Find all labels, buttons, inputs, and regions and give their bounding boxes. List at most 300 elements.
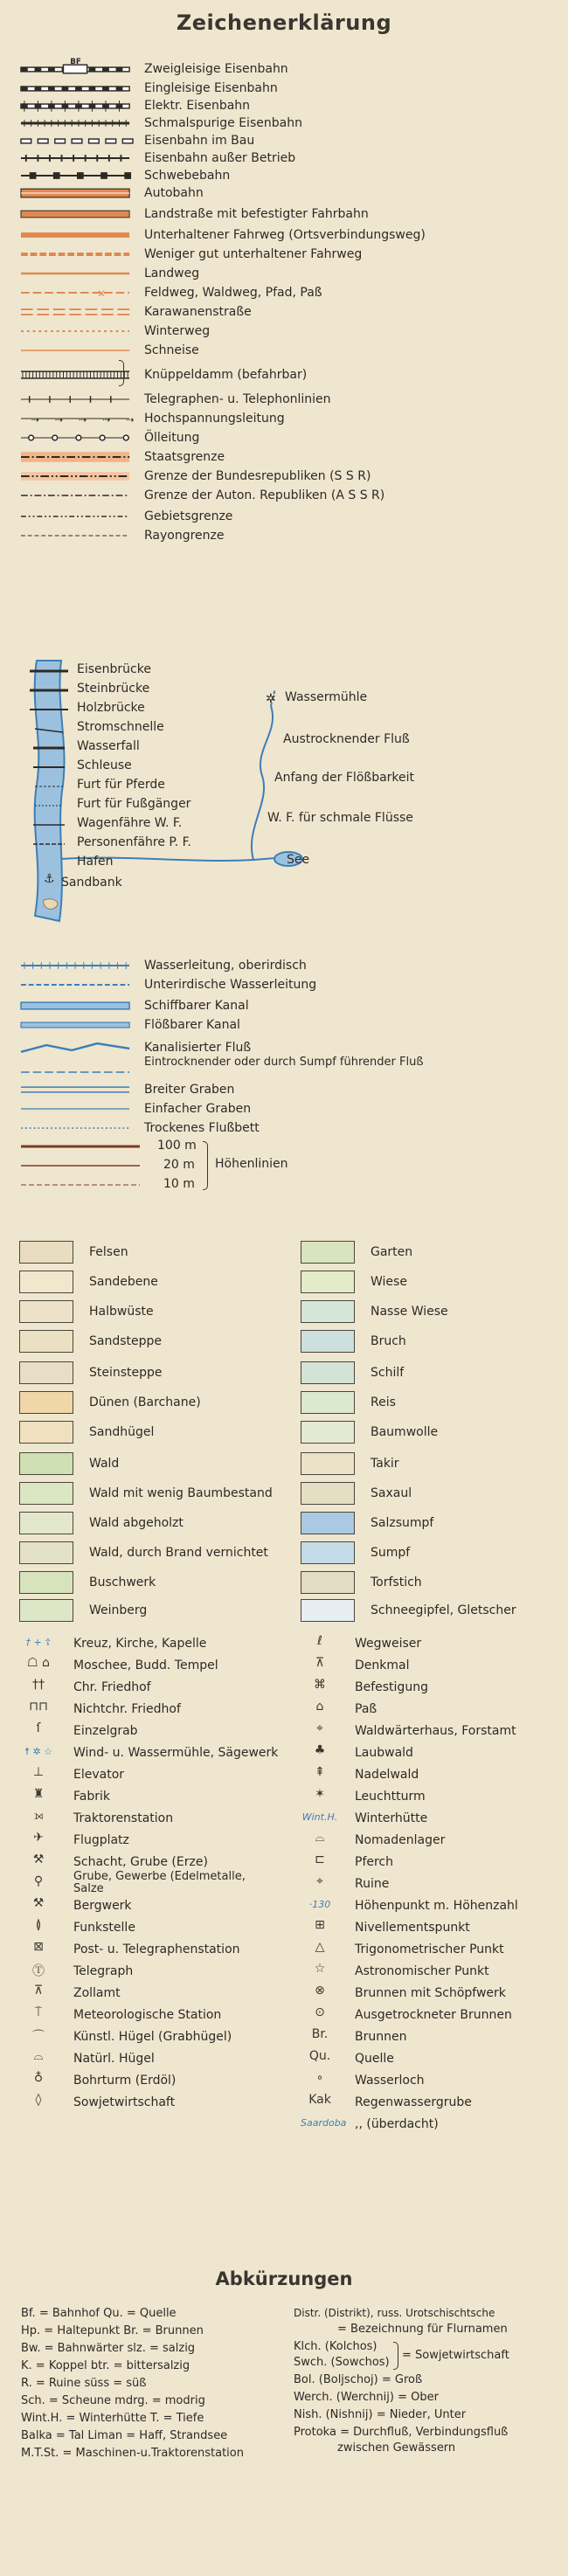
water-line-label: Wasserleitung, oberirdisch xyxy=(144,959,307,973)
point-label: Astronomischer Punkt xyxy=(355,1964,489,1978)
point-legend-item xyxy=(301,1743,563,1764)
water-line-row xyxy=(17,956,559,975)
point-symbol-icon: ℓ xyxy=(317,1634,322,1648)
area-swatch xyxy=(301,1599,355,1622)
point-legend-item xyxy=(301,2093,563,2114)
area-legend-item xyxy=(19,1419,281,1447)
area-legend-item xyxy=(301,1328,563,1356)
river-tributary xyxy=(252,706,273,860)
point-symbol-icon: ♣ xyxy=(314,1743,326,1757)
point-label: Waldwärterhaus, Forstamt xyxy=(355,1724,516,1738)
abbreviation-line: Distr. (Distrikt), russ. Urotschischtsche xyxy=(294,2307,495,2319)
area-legend-item xyxy=(19,1597,281,1625)
point-label: Kreuz, Kirche, Kapelle xyxy=(73,1637,207,1651)
line-symbol-label: Staatsgrenze xyxy=(144,450,225,464)
line-symbol-feldweg xyxy=(21,285,133,301)
area-swatch xyxy=(301,1391,355,1414)
line-symbol-row xyxy=(17,149,559,168)
point-legend-item xyxy=(301,1634,563,1655)
area-legend-item xyxy=(19,1360,281,1388)
area-label: Steinsteppe xyxy=(89,1366,163,1380)
point-legend-item xyxy=(301,1874,563,1895)
point-symbol-icon: ⚲ xyxy=(33,1874,44,1888)
water-symbol-wasserltg xyxy=(21,958,133,973)
area-swatch xyxy=(19,1512,73,1534)
line-symbol-telegraph xyxy=(21,391,133,407)
area-swatch xyxy=(301,1361,355,1384)
point-legend-item xyxy=(19,1656,281,1677)
point-legend-item xyxy=(301,1984,563,2005)
water-line-label: Schiffbarer Kanal xyxy=(144,999,249,1013)
line-symbol-label: Eingleisige Eisenbahn xyxy=(144,81,278,95)
area-legend-item xyxy=(301,1480,563,1508)
line-symbol-rail1 xyxy=(21,80,133,96)
point-legend-item xyxy=(301,1787,563,1808)
svg-text:⇢: ⇢ xyxy=(31,413,39,426)
point-label: Nomadenlager xyxy=(355,1833,446,1847)
point-legend-item xyxy=(19,1809,281,1830)
point-symbol-icon: ⇞ xyxy=(315,1765,325,1779)
line-symbol-gebiet xyxy=(21,509,133,524)
point-legend-item xyxy=(301,2115,563,2136)
area-label: Halbwüste xyxy=(89,1305,154,1319)
point-label: Funkstelle xyxy=(73,1921,135,1935)
svg-text:⇢: ⇢ xyxy=(78,413,87,426)
point-legend-item xyxy=(19,2093,281,2114)
area-swatch xyxy=(301,1512,355,1534)
point-symbol-icon: ⌒ xyxy=(32,2030,45,2044)
contours-block xyxy=(17,1136,559,1197)
area-label: Wald mit wenig Baumbestand xyxy=(89,1486,273,1500)
abbreviation-line: Bf. = Bahnhof Qu. = Quelle xyxy=(21,2307,177,2320)
point-label: Ruine xyxy=(355,1877,390,1891)
hydro-label-left: Schleuse xyxy=(77,758,132,772)
area-legend-item xyxy=(301,1451,563,1478)
line-symbol-label: Elektr. Eisenbahn xyxy=(144,99,251,113)
hydro-label-left: Wagenfähre W. F. xyxy=(77,816,183,830)
knueppel-brace xyxy=(119,360,124,386)
water-line-row xyxy=(17,1099,559,1118)
point-label: Laubwald xyxy=(355,1746,413,1760)
area-swatch xyxy=(19,1330,73,1353)
area-swatch xyxy=(301,1271,355,1293)
line-symbol-row xyxy=(17,447,559,467)
line-symbol-label: Karawanenstraße xyxy=(144,305,252,319)
area-label: Buschwerk xyxy=(89,1575,156,1589)
point-legend-item xyxy=(19,1634,281,1655)
area-legend-item xyxy=(19,1540,281,1568)
point-label: Regenwassergrube xyxy=(355,2095,472,2109)
point-label: Pferch xyxy=(355,1855,394,1869)
line-symbol-schmal xyxy=(21,115,133,131)
line-symbol-row xyxy=(17,283,559,302)
hydro-label-right: Anfang der Flößbarkeit xyxy=(274,771,415,785)
water-symbol-einfach xyxy=(21,1101,133,1117)
area-label: Felsen xyxy=(89,1245,128,1259)
water-symbol-schiff xyxy=(21,998,133,1014)
area-legend-item xyxy=(301,1419,563,1447)
svg-text:⇢: ⇢ xyxy=(54,413,63,426)
area-legend-item xyxy=(301,1389,563,1417)
point-symbol-icon: ⌘ xyxy=(314,1678,326,1692)
water-line-row xyxy=(17,1038,559,1057)
area-label: Weinberg xyxy=(89,1603,148,1617)
water-line-row xyxy=(17,1118,559,1138)
line-symbol-landweg xyxy=(21,266,133,281)
line-symbol-label: Schmalspurige Eisenbahn xyxy=(144,116,302,130)
area-swatch xyxy=(301,1241,355,1264)
area-label: Takir xyxy=(371,1457,399,1471)
point-label: Zollamt xyxy=(73,1986,121,2000)
point-symbol-icon: ☆ xyxy=(314,1962,326,1976)
line-symbol-label: Gebietsgrenze xyxy=(144,509,233,523)
point-label: Wasserloch xyxy=(355,2074,425,2088)
bahnhof-code: BF xyxy=(70,58,81,67)
line-symbol-label: Landstraße mit befestigter Fahrbahn xyxy=(144,207,369,221)
water-line-label: Trockenes Flußbett xyxy=(144,1121,260,1135)
area-label: Reis xyxy=(371,1395,396,1409)
water-symbol-unterird xyxy=(21,977,133,993)
area-label: Salzsumpf xyxy=(371,1516,434,1530)
point-legend-item xyxy=(19,1678,281,1699)
area-swatch xyxy=(19,1599,73,1622)
abbreviation-line: Hp. = Haltepunkt Br. = Brunnen xyxy=(21,2324,204,2337)
svg-text:⇢: ⇢ xyxy=(102,413,111,426)
point-label: Schacht, Grube (Erze) xyxy=(73,1855,208,1869)
point-label: Winterhütte xyxy=(355,1811,428,1825)
line-symbol-row xyxy=(17,184,559,203)
point-legend-item xyxy=(301,1700,563,1721)
area-legend-item xyxy=(19,1510,281,1538)
area-swatch xyxy=(19,1271,73,1293)
point-symbol-icon: △ xyxy=(315,1940,325,1954)
water-symbol-trocken xyxy=(21,1120,133,1136)
water-line-row xyxy=(17,1015,559,1035)
line-symbol-row xyxy=(17,390,559,409)
point-label: Nichtchr. Friedhof xyxy=(73,1702,181,1716)
point-symbol-icon: ✈ xyxy=(33,1831,44,1845)
area-label: Sandsteppe xyxy=(89,1334,163,1348)
svg-text:✲: ✲ xyxy=(266,692,276,706)
line-symbol-row xyxy=(17,486,559,505)
hydro-label-right: Austrocknender Fluß xyxy=(283,732,410,746)
point-legend-item xyxy=(301,1721,563,1742)
point-label: Brunnen xyxy=(355,2030,407,2044)
point-label: Bohrturm (Erdöl) xyxy=(73,2074,177,2088)
line-symbol-staat xyxy=(21,449,133,465)
area-swatch xyxy=(301,1330,355,1353)
area-label: Nasse Wiese xyxy=(371,1305,448,1319)
point-label: Meteorologische Station xyxy=(73,2008,222,2022)
point-label: Traktorenstation xyxy=(73,1811,174,1825)
point-label: Bergwerk xyxy=(73,1899,132,1913)
line-symbol-label: Schneise xyxy=(144,343,199,357)
water-symbol-breit xyxy=(21,1082,133,1098)
point-label: Ausgetrockneter Brunnen xyxy=(355,2008,512,2022)
line-symbol-label: Autobahn xyxy=(144,186,204,200)
water-line-label: Flößbarer Kanal xyxy=(144,1018,240,1032)
area-legend-item xyxy=(19,1451,281,1478)
point-label: ,, (überdacht) xyxy=(355,2117,439,2131)
contour-level-20: 20 m xyxy=(163,1158,195,1172)
point-symbol-icon: Kak xyxy=(308,2093,331,2107)
area-legend-item xyxy=(301,1269,563,1297)
line-symbol-label: Knüppeldamm (befahrbar) xyxy=(144,368,308,382)
point-label: Telegraph xyxy=(73,1964,134,1978)
point-symbol-icon: ⌖ xyxy=(316,1874,323,1888)
area-swatch xyxy=(19,1300,73,1323)
water-line-row xyxy=(17,996,559,1015)
abbreviation-line: Klch. (Kolchos) xyxy=(294,2340,378,2353)
line-symbol-bau xyxy=(21,133,133,149)
point-symbol-icon: Wint.H. xyxy=(301,1811,338,1823)
water-symbol-eintrock xyxy=(21,1064,133,1080)
line-symbol-winterweg xyxy=(21,323,133,339)
water-line-row xyxy=(17,975,559,994)
point-legend-item xyxy=(301,1918,563,1939)
svg-text:⚓: ⚓ xyxy=(44,872,55,886)
line-symbol-row xyxy=(17,302,559,322)
line-symbol-row xyxy=(17,79,559,98)
point-symbol-icon: ⊙ xyxy=(315,2005,325,2019)
point-legend-item xyxy=(19,2049,281,2070)
page-title: Zeichenerklärung xyxy=(176,10,392,35)
point-symbol-icon: ✶ xyxy=(315,1787,325,1801)
point-symbol-icon: ⟕ xyxy=(33,1809,44,1823)
abbreviation-line: Bw. = Bahnwärter slz. = salzig xyxy=(21,2342,196,2355)
contour-level-10: 10 m xyxy=(163,1177,195,1191)
abbreviations-title: Abkürzungen xyxy=(215,2268,353,2289)
water-line-row xyxy=(17,1080,559,1099)
hydro-label-right: W. F. für schmale Flüsse xyxy=(267,811,413,825)
area-label: Sandebene xyxy=(89,1275,158,1289)
point-label: Post- u. Telegraphenstation xyxy=(73,1942,240,1956)
point-label: Sowjetwirtschaft xyxy=(73,2095,176,2109)
area-label: Schneegipfel, Gletscher xyxy=(371,1603,516,1617)
line-symbol-label: Rayongrenze xyxy=(144,529,225,543)
point-legend-item xyxy=(19,1787,281,1808)
line-symbol-assr xyxy=(21,488,133,503)
area-swatch xyxy=(19,1452,73,1475)
line-symbol-rayon xyxy=(21,528,133,544)
line-symbol-row xyxy=(17,59,559,79)
point-symbol-icon: ·130 xyxy=(308,1899,331,1910)
point-label: Nivellementspunkt xyxy=(355,1921,470,1935)
line-symbol-label: Feldweg, Waldweg, Pfad, Paß xyxy=(144,286,322,300)
point-legend-item xyxy=(301,1940,563,1961)
water-line-label: Unterirdische Wasserleitung xyxy=(144,978,317,992)
area-swatch xyxy=(19,1421,73,1444)
area-swatch xyxy=(301,1421,355,1444)
abbreviation-line: Swch. (Sowchos) xyxy=(294,2356,390,2369)
line-symbol-label: Unterhaltener Fahrweg (Ortsverbindungsweg) xyxy=(144,228,426,242)
point-legend-item xyxy=(301,1656,563,1677)
point-legend-item xyxy=(301,2071,563,2092)
area-swatch xyxy=(301,1541,355,1564)
point-label: Brunnen mit Schöpfwerk xyxy=(355,1986,506,2000)
line-symbol-row xyxy=(17,507,559,526)
line-symbol-row xyxy=(17,409,559,428)
hydro-label-left: Furt für Pferde xyxy=(77,778,165,792)
point-legend-item xyxy=(301,2005,563,2026)
point-label: Elevator xyxy=(73,1768,125,1782)
contour-label: Höhenlinien xyxy=(215,1157,288,1171)
point-legend-item xyxy=(19,1940,281,1961)
point-symbol-icon: ∘ xyxy=(315,2071,324,2085)
point-symbol-icon: ⌓ xyxy=(33,2049,44,2063)
line-symbol-label: Schwebebahn xyxy=(144,169,231,183)
point-symbol-icon: ☖ ⌂ xyxy=(27,1656,50,1670)
line-symbol-row xyxy=(17,322,559,341)
line-symbol-weniger xyxy=(21,246,133,262)
point-symbol-icon: ⌓ xyxy=(315,1831,325,1845)
point-legend-item xyxy=(19,2071,281,2092)
line-symbol-row xyxy=(17,526,559,545)
point-label: Wegweiser xyxy=(355,1637,422,1651)
line-symbol-row xyxy=(17,467,559,486)
area-label: Garten xyxy=(371,1245,413,1259)
point-symbol-icon: †† xyxy=(32,1678,45,1692)
point-symbol-icon: ſ xyxy=(36,1721,41,1735)
area-legend-item xyxy=(301,1569,563,1597)
area-swatch xyxy=(19,1541,73,1564)
abbreviation-line: Protoka = Durchfluß, Verbindungsfluß xyxy=(294,2426,509,2439)
hydro-label-left: Hafen xyxy=(77,855,114,869)
point-symbol-icon: ⚒ xyxy=(32,1896,45,1910)
line-symbol-row xyxy=(17,166,559,185)
area-swatch xyxy=(301,1482,355,1505)
line-symbol-row xyxy=(17,204,559,224)
area-swatch xyxy=(301,1571,355,1594)
point-symbol-icon: ⌂ xyxy=(315,1700,324,1714)
point-symbol-icon: ⌖ xyxy=(316,1721,323,1735)
point-symbol-icon: Saardoba xyxy=(301,2117,347,2129)
point-label: Wind- u. Wassermühle, Sägewerk xyxy=(73,1746,279,1760)
point-symbol-icon: ◊ xyxy=(35,2093,42,2107)
abbreviation-line: Balka = Tal Liman = Haff, Strandsee xyxy=(21,2429,228,2442)
abbreviation-line: M.T.St. = Maschinen-u.Traktorenstation xyxy=(21,2447,244,2460)
water-line-row xyxy=(17,1056,559,1082)
area-label: Wald, durch Brand vernichtet xyxy=(89,1546,268,1560)
abbreviation-line: Bol. (Boljschoj) = Groß xyxy=(294,2373,423,2386)
line-symbol-label: Eisenbahn im Bau xyxy=(144,134,255,148)
line-symbol-row xyxy=(17,264,559,283)
point-symbol-icon: ⍑ xyxy=(34,2005,43,2019)
area-legend-item xyxy=(301,1239,563,1267)
point-symbol-icon: ♁ xyxy=(33,2071,44,2085)
area-swatch xyxy=(19,1241,73,1264)
svg-text:✕: ✕ xyxy=(97,287,107,300)
point-label: Einzelgrab xyxy=(73,1724,138,1738)
area-swatch xyxy=(19,1391,73,1414)
point-legend-item xyxy=(301,1831,563,1852)
area-legend-item xyxy=(19,1239,281,1267)
point-symbol-icon: ♜ xyxy=(32,1787,45,1801)
area-legend-item xyxy=(301,1540,563,1568)
point-legend-item xyxy=(19,1962,281,1983)
line-symbol-label: Landweg xyxy=(144,267,200,280)
area-label: Wald abgeholzt xyxy=(89,1516,184,1530)
area-legend-item xyxy=(301,1298,563,1326)
line-symbol-row xyxy=(17,96,559,115)
point-legend-item xyxy=(301,1852,563,1873)
hydro-label-left: Wasserfall xyxy=(77,739,140,753)
point-label: Moschee, Budd. Tempel xyxy=(73,1658,218,1672)
area-swatch xyxy=(19,1571,73,1594)
svg-text:⇢: ⇢ xyxy=(126,413,135,426)
contour-lines xyxy=(17,1136,149,1194)
line-symbol-schwebe xyxy=(21,168,133,184)
area-legend-item xyxy=(19,1480,281,1508)
line-symbol-hochsp xyxy=(21,411,133,426)
line-symbol-row xyxy=(17,225,559,245)
line-symbol-label: Telegraphen- u. Telephonlinien xyxy=(144,392,331,406)
hydro-label-right: Wassermühle xyxy=(285,690,368,704)
line-symbol-karawane xyxy=(21,304,133,320)
line-symbol-autobahn xyxy=(21,185,133,201)
line-symbol-label: Weniger gut unterhaltener Fahrweg xyxy=(144,247,363,261)
point-symbol-icon: Qu. xyxy=(308,2049,331,2063)
point-label: Leuchtturm xyxy=(355,1790,426,1804)
water-line-label: Eintrocknender oder durch Sumpf führender Fluß xyxy=(144,1056,424,1069)
point-legend-item xyxy=(301,2027,563,2048)
area-legend-item xyxy=(19,1389,281,1417)
hydro-label-left: Personenfähre P. F. xyxy=(77,835,191,849)
line-symbol-knueppel xyxy=(21,367,133,383)
abbreviation-line: Werch. (Werchnij) = Ober xyxy=(294,2391,439,2404)
hydro-label-left: Eisenbrücke xyxy=(77,662,151,676)
point-symbol-icon: Br. xyxy=(311,2027,329,2041)
area-legend-item xyxy=(19,1269,281,1297)
point-legend-item xyxy=(19,1984,281,2005)
point-symbol-icon: ⚒ xyxy=(32,1852,45,1866)
point-label: Fabrik xyxy=(73,1790,110,1804)
point-label: Befestigung xyxy=(355,1680,428,1694)
point-legend-item xyxy=(19,1721,281,1742)
line-symbol-bahnhof xyxy=(21,58,133,77)
point-legend-item xyxy=(19,1918,281,1939)
point-label: Grube, Gewerbe (Edelmetalle, Salze xyxy=(73,1870,246,1895)
line-symbol-elektr xyxy=(21,98,133,114)
area-label: Saxaul xyxy=(371,1486,412,1500)
point-symbol-icon: Ⓣ xyxy=(32,1964,45,1978)
point-label: Chr. Friedhof xyxy=(73,1680,151,1694)
line-symbol-label: Ölleitung xyxy=(144,431,200,445)
line-symbol-schneise xyxy=(21,343,133,358)
point-symbol-icon: ☨ ✲ ☆ xyxy=(24,1746,53,1757)
line-symbol-label: Zweigleisige Eisenbahn xyxy=(144,62,288,76)
point-symbol-icon: ⊏ xyxy=(315,1852,325,1866)
point-symbol-icon: ⊗ xyxy=(315,1984,325,1998)
line-symbol-row xyxy=(17,365,559,384)
hydro-label-left: Holzbrücke xyxy=(77,701,145,715)
area-legend-item xyxy=(19,1298,281,1326)
point-label: Flugplatz xyxy=(73,1833,129,1847)
point-legend-item xyxy=(19,2027,281,2048)
contour-level-100: 100 m xyxy=(157,1139,197,1153)
point-legend-item xyxy=(301,1678,563,1699)
area-legend-item xyxy=(19,1569,281,1597)
area-label: Dünen (Barchane) xyxy=(89,1395,201,1409)
point-symbol-icon: ⊓⊓ xyxy=(29,1700,48,1714)
line-symbol-label: Grenze der Bundesrepubliken (S S R) xyxy=(144,469,371,483)
point-label: Denkmal xyxy=(355,1658,410,1672)
point-label: Natürl. Hügel xyxy=(73,2052,155,2066)
abbreviation-line: K. = Koppel btr. = bittersalzig xyxy=(21,2359,190,2372)
point-label: Nadelwald xyxy=(355,1768,419,1782)
point-label: Künstl. Hügel (Grabhügel) xyxy=(73,2030,232,2044)
point-legend-item xyxy=(301,1896,563,1917)
